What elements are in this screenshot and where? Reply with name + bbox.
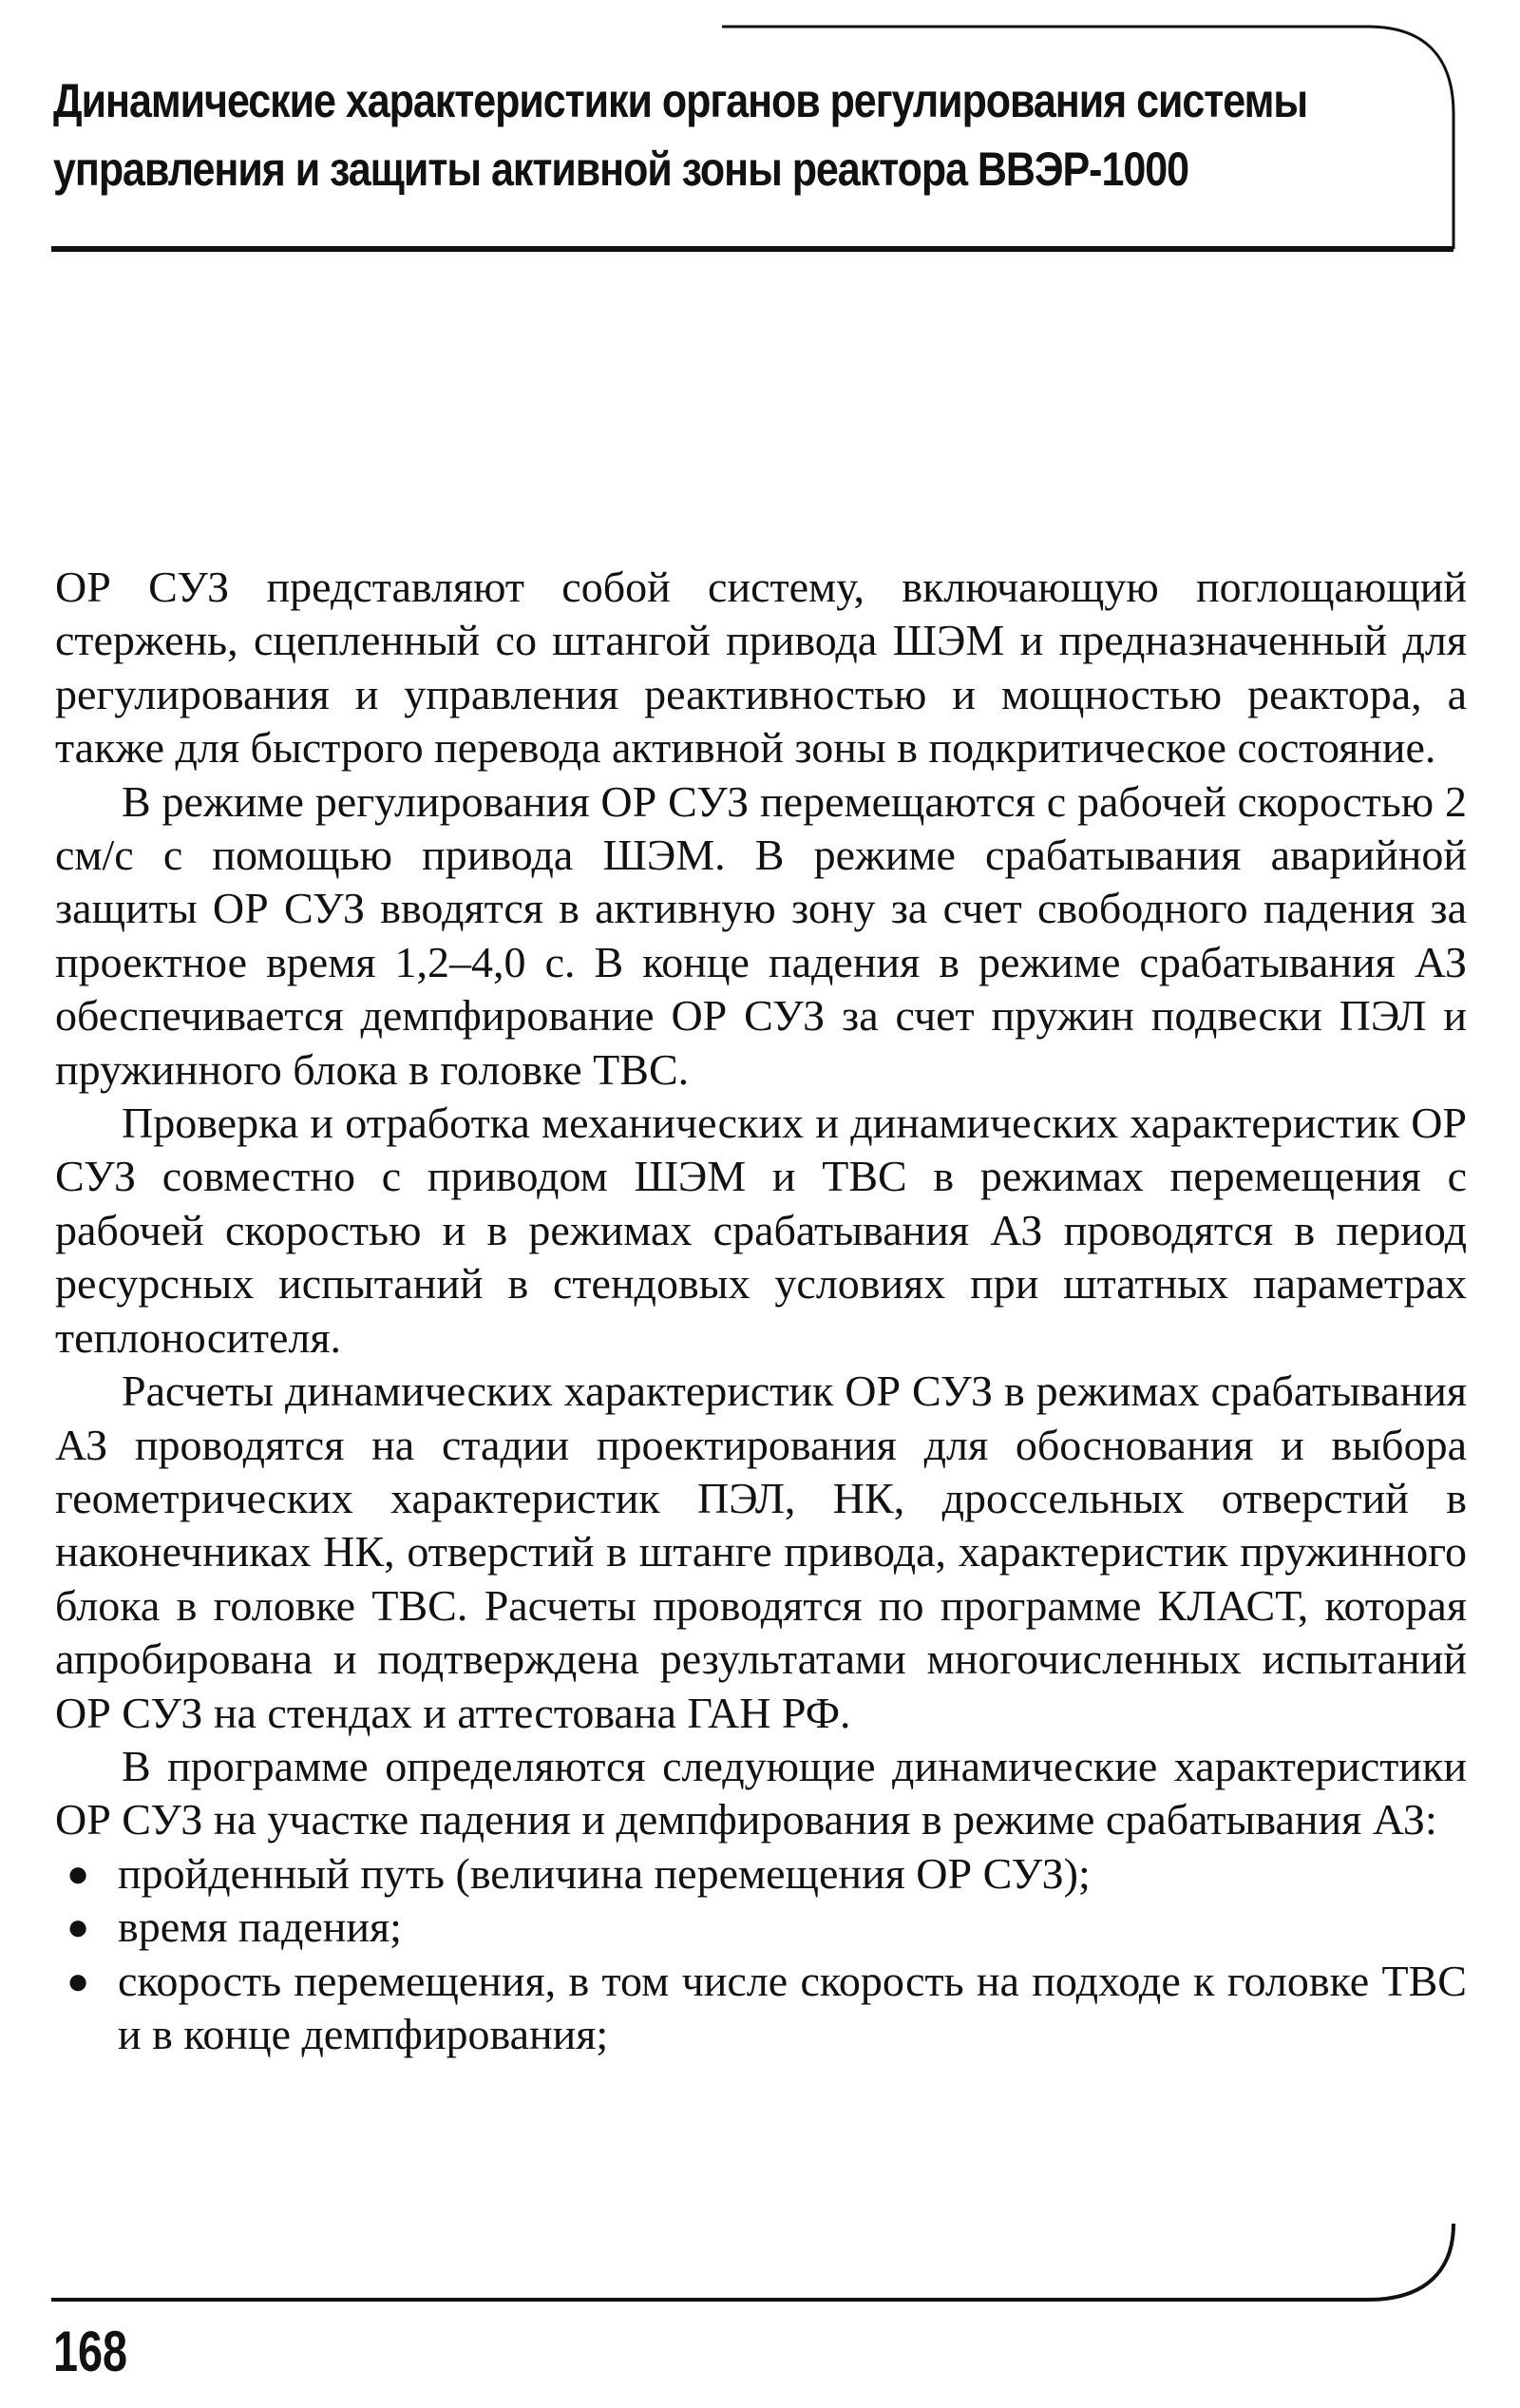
list-item [55, 1847, 1467, 1901]
page-title-line-2: управления и защиты активной зоны реактора ВВЭР-1000 [53, 143, 1188, 196]
list-item-text: скорость перемещения, в том числе скорость на подходе к головке ТВС и в конце демпфирования; [118, 1956, 1467, 2058]
list-item-text: пройденный путь (величина перемещения ОР СУЗ); [118, 1848, 1091, 1898]
footer-frame [0, 2214, 1520, 2328]
body-text [55, 561, 1467, 2061]
page-title-line-1: Динамические характеристики органов регулирования системы [53, 74, 1308, 127]
paragraph-1: ОР СУЗ представляют собой систему, включающую поглощающий стержень, сцепленный со штангой привода ШЭМ и предназначенный для регулирования и управления реактивностью и мощностью реактора, а также для быстрого перевода активной зоны в подкритическое состояние. [55, 563, 1467, 773]
paragraph-2: В режиме регулирования ОР СУЗ перемещаются с рабочей скоростью 2 см/с с помощью привода ШЭМ. В режиме срабатывания аварийной защиты ОР СУЗ вводятся в активную зону за счет свободного падения за проектное время 1,2–4,0 с. В конце падения в режиме срабатывания АЗ обеспечивается демпфирование ОР СУЗ за счет пружин подвески ПЭЛ и пружинного блока в головке ТВС. [55, 776, 1467, 1094]
list-item [55, 1955, 1467, 2062]
bullet-icon: ● [66, 1851, 90, 1895]
page-title [53, 67, 1401, 203]
list-item [55, 1901, 1467, 1954]
paragraph-3: Проверка и отработка механических и динамических характеристик ОР СУЗ совместно с приводом ШЭМ и ТВС в режимах перемещения с рабочей скоростью и в режимах срабатывания АЗ проводятся в период ресурсных испытаний в стендовых условиях при штатных параметрах теплоносителя. [55, 1099, 1467, 1362]
page-number: 168 [53, 2320, 128, 2383]
list-item-text: время падения; [118, 1902, 402, 1952]
footer-rule-curve [51, 2224, 1454, 2300]
paragraph-4: Расчеты динамических характеристик ОР СУЗ в режимах срабатывания АЗ проводятся на стадии проектирования для обоснования и выбора геометрических характеристик ПЭЛ, НК, дроссельных отверстий в наконечниках НК, отверстий в штанге привода, характеристик пружинного блока в головке ТВС. Расчеты проводятся по программе КЛАСТ, которая апробирована и подтверждена результатами многочисленных испытаний ОР СУЗ на стендах и аттестована ГАН РФ. [55, 1366, 1467, 1737]
bullet-list [55, 1847, 1467, 2062]
paragraph-5: В программе определяются следующие динамические характеристики ОР СУЗ на участке падения и демпфирования в режиме срабатывания АЗ: [55, 1741, 1467, 1844]
bullet-icon: ● [66, 1905, 90, 1949]
bullet-icon: ● [66, 1959, 90, 2002]
